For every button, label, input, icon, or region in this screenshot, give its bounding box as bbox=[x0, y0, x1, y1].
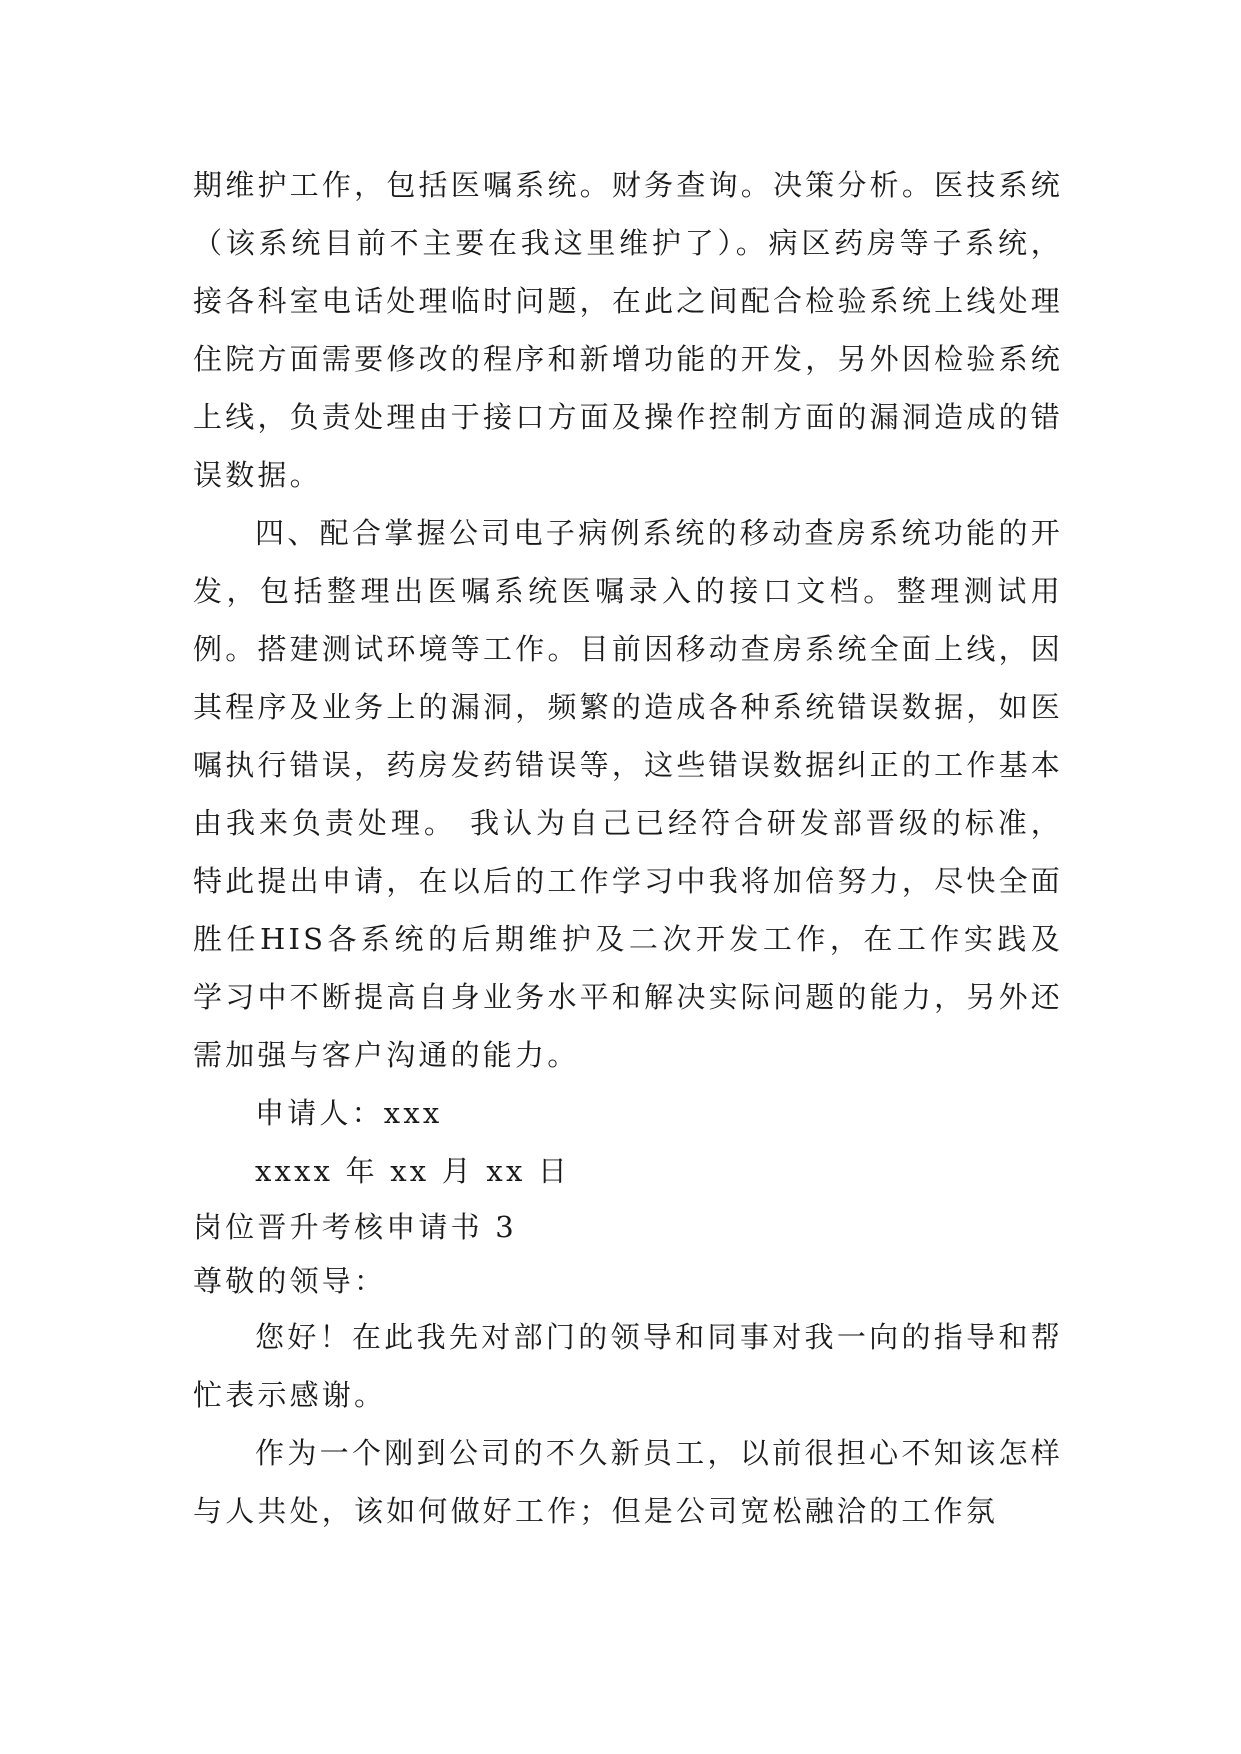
salutation: 尊敬的领导： bbox=[193, 1264, 387, 1298]
section-title: 岗位晋升考核申请书 3 bbox=[193, 1210, 517, 1244]
paragraph-new-employee: 作为一个刚到公司的不久新员工，以前很担心不知该怎样与人共处，该如何做好工作；但是公司宽松融洽的工作氛 bbox=[193, 1436, 1063, 1528]
paragraph-greeting: 您好！在此我先对部门的领导和同事对我一向的指导和帮忙表示感谢。 bbox=[193, 1320, 1063, 1412]
date-line: xxxx 年 xx 月 xx 日 bbox=[255, 1154, 571, 1188]
paragraph-maintenance-work: 期维护工作，包括医嘱系统。财务查询。决策分析。医技系统（该系统目前不主要在我这里维护了）。病区药房等子系统，接各科室电话处理临时问题，在此之间配合检验系统上线处理住院方面需要修改的程序和新增功能的开发，另外因检验系统上线，负责处理由于接口方面及操作控制方面的漏洞造成的错误数据。 bbox=[193, 168, 1063, 492]
paragraph-mobile-ward-round: 四、配合掌握公司电子病例系统的移动查房系统功能的开发，包括整理出医嘱系统医嘱录入的接口文档。整理测试用例。搭建测试环境等工作。目前因移动查房系统全面上线，因其程序及业务上的漏洞，频繁的造成各种系统错误数据，如医嘱执行错误，药房发药错误等，这些错误数据纠正的工作基本由我来负责处理。 我认为自己已经符合研发部晋级的标准，特此提出申请，在以后的工作学习中我将加倍努力，尽快全面胜任HIS各系统的后期维护及二次开发工作，在工作实践及学习中不断提高自身业务水平和解决实际问题的能力，另外还需加强与客户沟通的能力。 bbox=[193, 516, 1063, 1072]
document-body bbox=[193, 156, 1063, 1540]
applicant-line: 申请人：xxx bbox=[255, 1096, 443, 1130]
